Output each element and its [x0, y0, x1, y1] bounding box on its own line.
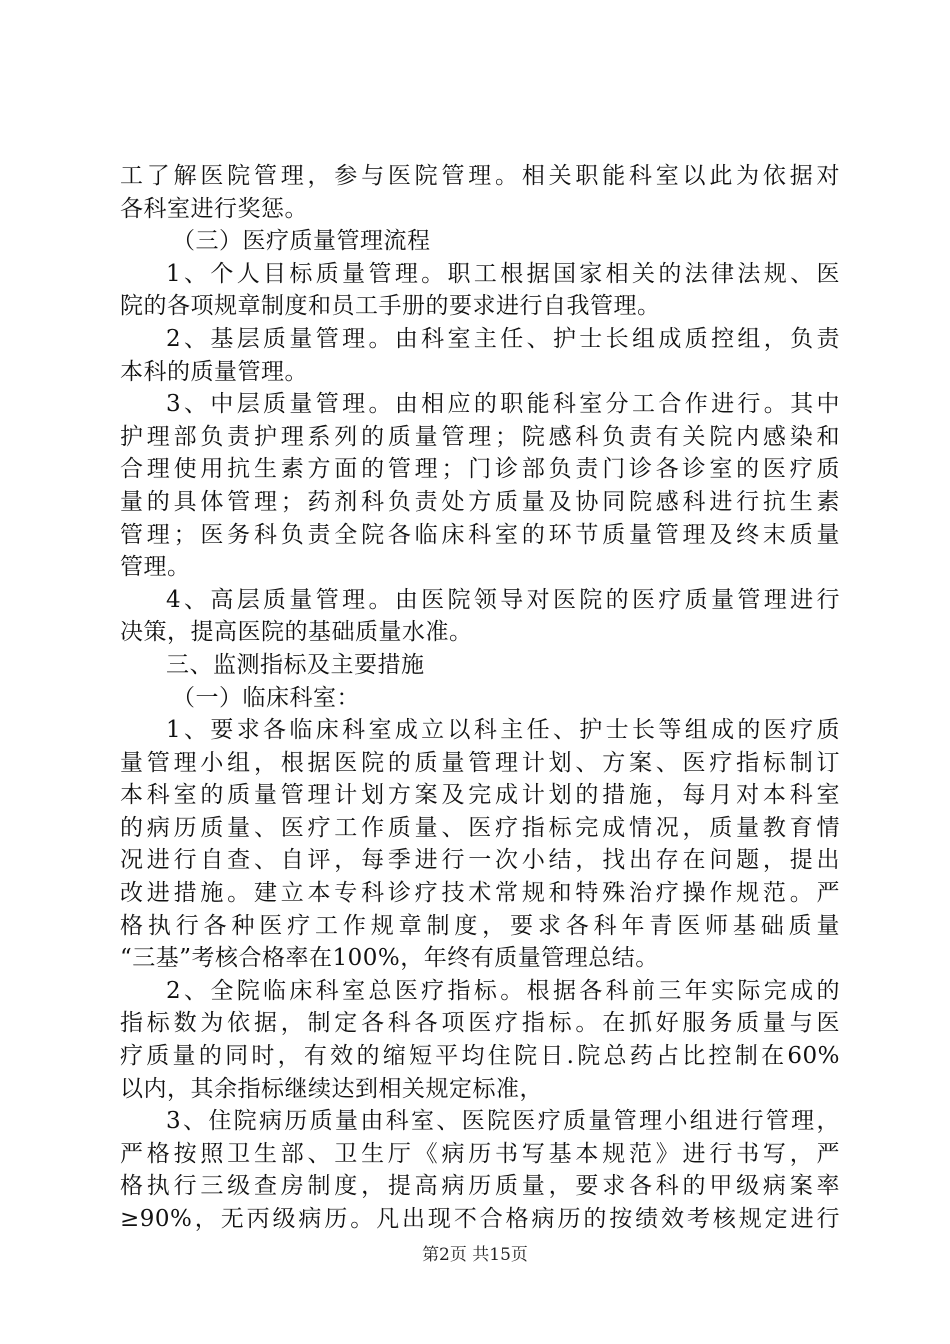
text-line: 护理部负责护理系列的质量管理；院感科负责有关院内感染和 [120, 423, 840, 450]
page-footer: 第2页 共15页 [422, 1245, 528, 1265]
text-line: 量管理小组，根据医院的质量管理计划、方案、医疗指标制订 [120, 749, 840, 776]
text-line: 工了解医院管理，参与医院管理。相关职能科室以此为依据对 [120, 163, 840, 189]
text-line: 决策，提高医院的基础质量水准。 [120, 619, 473, 646]
text-line: 2、基层质量管理。由科室主任、护士长组成质控组，负责 [166, 325, 840, 352]
text-line: 改进措施。建立本专科诊疗技术常规和特殊治疗操作规范。严 [120, 880, 840, 907]
text-line: 严格按照卫生部、卫生厅《病历书写基本规范》进行书写，严 [120, 1140, 840, 1167]
text-line: 各科室进行奖惩。 [120, 195, 308, 222]
text-line: 指标数为依据，制定各科各项医疗指标。在抓好服务质量与医 [120, 1010, 840, 1037]
text-line: ≥90%，无丙级病历。凡出现不合格病历的按绩效考核规定进行 [120, 1206, 840, 1232]
text-line: 的病历质量、医疗工作质量、医疗指标完成情况，质量教育情 [120, 814, 840, 841]
text-line: 本科的质量管理。 [120, 358, 308, 385]
text-line: 格执行各种医疗工作规章制度，要求各科年青医师基础质量 [120, 912, 840, 939]
text-line: “三基”考核合格率在100%，年终有质量管理总结。 [120, 945, 659, 972]
text-line: 院的各项规章制度和员工手册的要求进行自我管理。 [120, 293, 661, 320]
text-line: 1、个人目标质量管理。职工根据国家相关的法律法规、医 [166, 260, 840, 287]
text-line: 2、全院临床科室总医疗指标。根据各科前三年实际完成的 [166, 977, 840, 1004]
text-line: 1、要求各临床科室成立以科主任、护士长等组成的医疗质 [166, 717, 840, 744]
text-line: （一）临床科室： [172, 684, 360, 711]
text-line: 格执行三级查房制度，提高病历质量，要求各科的甲级病案率 [120, 1173, 840, 1200]
text-line: 合理使用抗生素方面的管理；门诊部负责门诊各诊室的医疗质 [120, 456, 840, 483]
text-line: 本科室的质量管理计划方案及完成计划的措施，每月对本科室 [120, 782, 840, 809]
text-line: 3、中层质量管理。由相应的职能科室分工合作进行。其中 [166, 391, 840, 418]
text-line: 况进行自查、自评，每季进行一次小结，找出存在问题，提出 [120, 847, 840, 874]
text-line: 管理；医务科负责全院各临床科室的环节质量管理及终末质量 [120, 521, 840, 548]
text-line: 以内，其余指标继续达到相关规定标准， [120, 1075, 543, 1102]
text-line: 疗质量的同时，有效的缩短平均住院日.院总药占比控制在60% [120, 1043, 840, 1070]
text-line: 4、高层质量管理。由医院领导对医院的医疗质量管理进行 [166, 586, 840, 613]
text-line: 3、住院病历质量由科室、医院医疗质量管理小组进行管理， [166, 1108, 840, 1135]
document-body [120, 160, 840, 1236]
text-line: 管理。 [120, 554, 191, 581]
text-line: （三）医疗质量管理流程 [172, 228, 431, 255]
text-line: 量的具体管理；药剂科负责处方质量及协同院感科进行抗生素 [120, 488, 840, 515]
text-line: 三、监测指标及主要措施 [166, 651, 425, 678]
